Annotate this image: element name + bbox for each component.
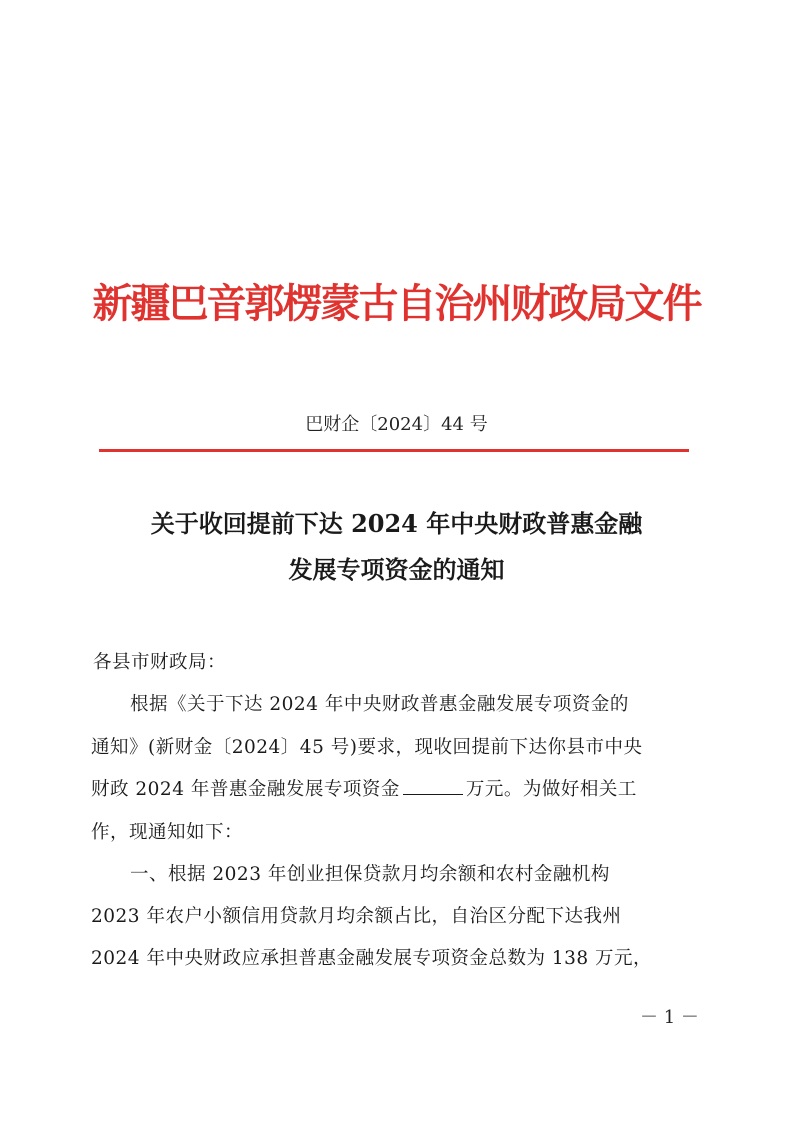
paragraph-1-line-3: [91, 775, 637, 801]
amount-blank: [403, 780, 463, 795]
red-divider-rule: [99, 449, 689, 452]
notice-title-line-2: 发展专项资金的通知: [288, 555, 505, 584]
paragraph-1-line-3-before-blank: 财政 2024 年普惠金融发展专项资金: [91, 779, 400, 800]
paragraph-1-line-1: 根据《关于下达 2024 年中央财政普惠金融发展专项资金的: [130, 694, 629, 715]
paragraph-1-line-3-after-blank: 万元。为做好相关工: [465, 779, 637, 800]
notice-title-line-1: 关于收回提前下达 2024 年中央财政普惠金融: [150, 509, 643, 538]
paragraph-2-line-2: 2023 年农户小额信用贷款月均余额占比，自治区分配下达我州: [91, 906, 622, 927]
paragraph-1-line-2: 通知》(新财金〔2024〕45 号)要求，现收回提前下达你县市中央: [91, 737, 643, 758]
issuing-authority-header: 新疆巴音郭楞蒙古自治州财政局文件: [92, 280, 701, 327]
document-number: 巴财企〔2024〕44 号: [305, 414, 488, 435]
paragraph-1-line-4: 作，现通知如下：: [91, 822, 244, 843]
page-number: － 1 －: [640, 1007, 699, 1028]
paragraph-2-line-3: 2024 年中央财政应承担普惠金融发展专项资金总数为 138 万元，: [91, 948, 653, 969]
salutation: 各县市财政局：: [93, 652, 227, 673]
paragraph-2-line-1: 一、根据 2023 年创业担保贷款月均余额和农村金融机构: [130, 864, 610, 885]
